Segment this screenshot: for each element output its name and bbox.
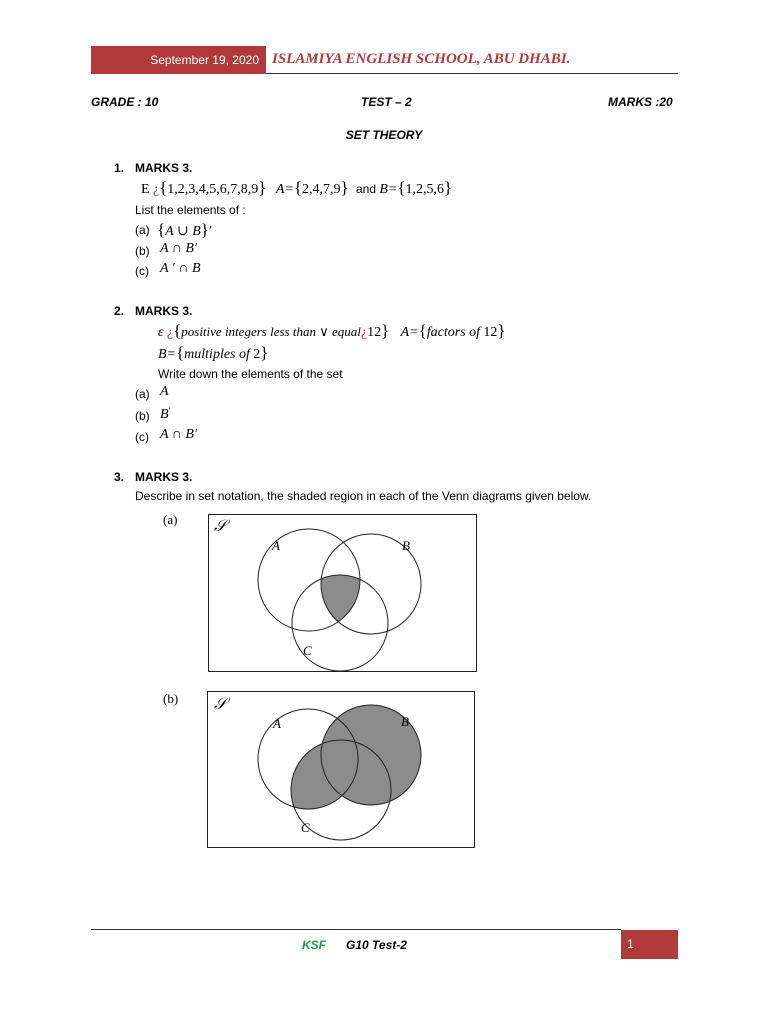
q2-epsilon: ε	[158, 325, 164, 340]
q1-u-set: 1,2,3,4,5,6,7,8,9	[167, 182, 259, 197]
venn-b-label-b: B	[401, 714, 409, 729]
q1-a-brace: {	[293, 178, 302, 197]
marks-label: MARKS :20	[608, 95, 673, 109]
q2-u-brace-close: }	[381, 321, 390, 340]
q1-part-b-label: (b)	[135, 244, 150, 258]
venn-diagram-a	[208, 514, 477, 672]
q2-universal-line	[158, 321, 506, 341]
page-title: SET THEORY	[345, 128, 423, 142]
q1-part-a-expr: A ∪ B	[165, 224, 201, 239]
q2-instruction: Write down the elements of the set	[158, 367, 343, 381]
q1-a-brace-close: }	[340, 178, 349, 197]
q2-a-brace: {	[418, 321, 427, 340]
q2-glitch2: ¿	[360, 325, 368, 340]
q1-sets	[141, 178, 452, 198]
venn-a-label-a: A	[272, 538, 280, 553]
q3-number: 3.	[114, 470, 125, 484]
q1-part-a-brace-close: }	[200, 220, 209, 239]
q1-part-c-expr: A ′ ∩ B	[160, 261, 201, 276]
q1-a-label: A=	[275, 182, 294, 197]
q1-universal: E	[141, 182, 150, 197]
q1-part-b-expr: A ∩ B′	[160, 241, 198, 256]
q2-a-desc: factors of	[426, 325, 481, 340]
header-date-box	[91, 46, 266, 74]
q2-part-a-label: (a)	[135, 387, 150, 401]
q2-b-desc: multiples of	[184, 347, 250, 362]
q1-brace: {	[159, 178, 168, 197]
q3-instruction: Describe in set notation, the shaded region in each of the Venn diagrams given below.	[135, 489, 592, 503]
footer-test-name: G10 Test-2	[346, 938, 407, 952]
q2-u-num: 12	[367, 325, 382, 340]
grade-label: GRADE : 10	[91, 95, 159, 109]
q2-a-brace-close: }	[497, 321, 506, 340]
footer-rule	[91, 929, 621, 930]
header-rule	[266, 73, 678, 74]
q2-b-line	[158, 343, 268, 363]
venn-a-universal: 𝒮	[214, 518, 227, 535]
q2-u-desc: positive integers less than ∨ equal	[181, 324, 361, 339]
q1-b-brace: {	[397, 178, 406, 197]
venn-a-label: (a)	[163, 512, 178, 527]
q1-instruction: List the elements of :	[135, 203, 246, 217]
q2-part-c-label: (c)	[135, 430, 149, 444]
q1-b-set: 1,2,5,6	[405, 182, 445, 197]
q1-number: 1.	[114, 161, 125, 175]
q1-glitch: ¿	[152, 182, 160, 197]
q1-a-set: 2,4,7,9	[301, 182, 341, 197]
venn-diagram-b	[207, 691, 475, 848]
q2-glitch1: ¿	[166, 325, 174, 340]
venn-b-universal: 𝒮	[214, 696, 227, 713]
test-label: TEST – 2	[361, 95, 412, 109]
q2-part-c-expr: A ∩ B′	[160, 427, 198, 442]
q2-u-brace: {	[173, 321, 182, 340]
q2-a-num: 12	[483, 325, 498, 340]
venn-b-label-a: A	[273, 716, 281, 731]
page-number: 1	[627, 937, 634, 951]
q1-brace-close: }	[258, 178, 267, 197]
venn-a-label-c: C	[303, 643, 312, 658]
q1-part-a-brace: {	[157, 220, 166, 239]
q2-a-label: A=	[400, 325, 419, 340]
q2-part-b	[160, 406, 170, 423]
q2-b-brace: {	[176, 343, 185, 362]
q2-part-a-expr: A	[160, 384, 169, 399]
q2-b-num: 2	[253, 347, 261, 362]
q1-b-label: B=	[379, 182, 398, 197]
q1-and: and	[356, 182, 377, 196]
venn-b-label: (b)	[163, 691, 179, 706]
q1-part-c-label: (c)	[135, 264, 149, 278]
q2-part-b-label: (b)	[135, 409, 150, 423]
school-name: ISLAMIYA ENGLISH SCHOOL, ABU DHABI.	[272, 51, 571, 67]
venn-b-svg	[208, 692, 474, 847]
q1-marks: MARKS 3.	[135, 161, 193, 175]
venn-a-label-b: B	[402, 538, 410, 553]
q2-marks: MARKS 3.	[135, 304, 193, 318]
q2-part-b-prime: ′	[168, 406, 171, 415]
q2-b-label: B=	[158, 347, 176, 362]
q1-b-brace-close: }	[444, 178, 453, 197]
q1-part-a	[157, 220, 212, 240]
q1-part-a-prime: ′	[208, 224, 212, 239]
footer-ksf: KSF	[302, 938, 326, 952]
header-date: September 19, 2020	[150, 53, 259, 67]
q2-number: 2.	[114, 304, 125, 318]
q1-part-a-label: (a)	[135, 223, 150, 237]
venn-b-label-c: C	[301, 820, 310, 835]
q2-b-brace-close: }	[260, 343, 269, 362]
q2-part-b-expr: B	[160, 407, 169, 422]
page-number-box	[621, 930, 678, 959]
venn-a-svg	[209, 515, 476, 671]
q3-marks: MARKS 3.	[135, 470, 193, 484]
